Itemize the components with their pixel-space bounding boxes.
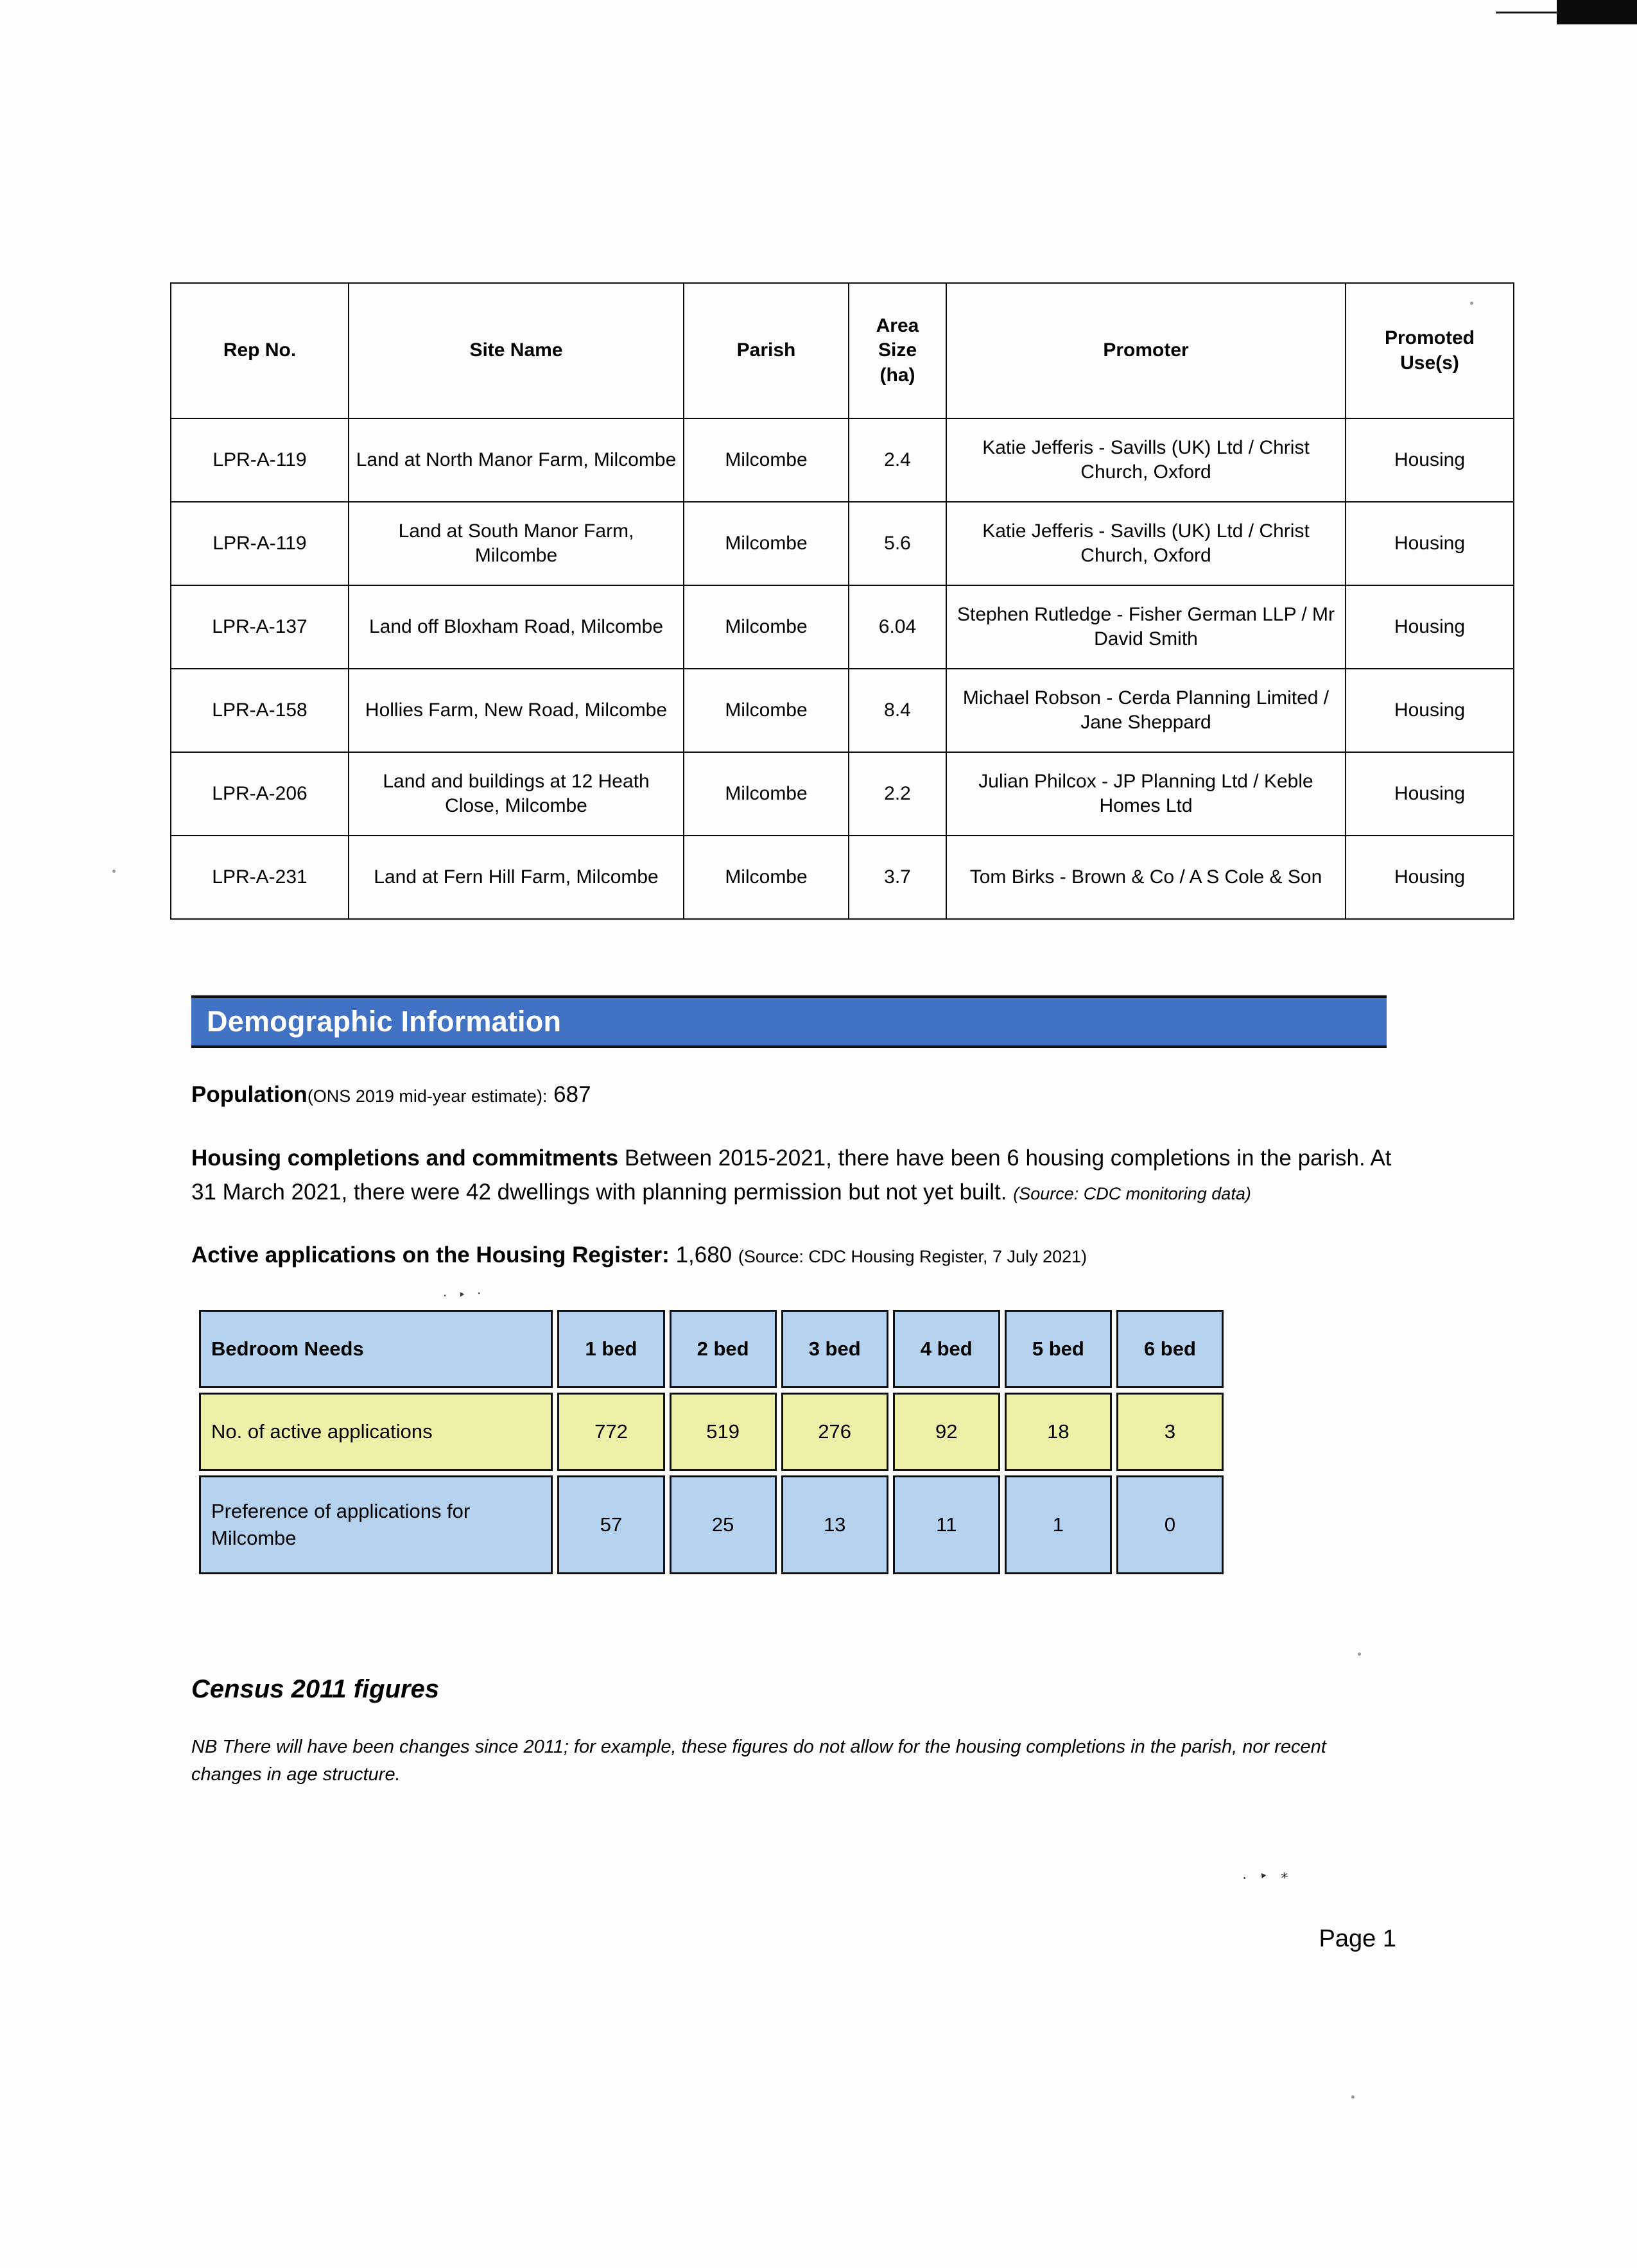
population-source: (ONS 2019 mid-year estimate):	[307, 1087, 548, 1106]
page-footer	[0, 1925, 1396, 1953]
population-value: 687	[553, 1082, 591, 1107]
promoted-sites-table	[170, 282, 1514, 920]
housing-body: Between 2015-2021, there have been 6 housing completions in the parish. At 31 March 2021, there were 42 dwellings with planning permission but not yet built.	[191, 1146, 1392, 1205]
use-header-line-1: Promoted	[1384, 327, 1475, 349]
cell-promoter: Katie Jefferis - Savills (UK) Ltd / Christ Church, Oxford	[946, 502, 1346, 585]
demographic-prose	[191, 1078, 1411, 1272]
bedroom-column-4-bed: 4 bed	[893, 1310, 1000, 1388]
cell-rep-no: LPR-A-119	[171, 418, 349, 502]
column-header-site-name: Site Name	[349, 283, 684, 418]
bedroom-needs-table-wrapper	[195, 1305, 1428, 1579]
cell-rep-no: LPR-A-206	[171, 752, 349, 836]
housing-register-line	[191, 1238, 1411, 1272]
page-content	[170, 282, 1475, 1789]
cell-parish: Milcombe	[684, 669, 849, 752]
cell-parish: Milcombe	[684, 836, 849, 919]
preference-applications-row	[199, 1475, 1224, 1574]
cell-area-size: 6.04	[849, 585, 946, 669]
cell-parish: Milcombe	[684, 752, 849, 836]
scan-artifact-rule	[1496, 12, 1559, 13]
preference-applications-label: Preference of applications for Milcombe	[199, 1475, 553, 1574]
handwriting-mark: ‧ ‣ ⁎	[1241, 1864, 1294, 1887]
table-header-row	[171, 283, 1514, 418]
column-header-area-size	[849, 283, 946, 418]
page-number: Page 1	[1319, 1925, 1396, 1952]
active-applications-label: No. of active applications	[199, 1393, 553, 1471]
housing-label: Housing completions and commitments	[191, 1146, 619, 1171]
cell-parish: Milcombe	[684, 585, 849, 669]
scan-artifact-mark	[1557, 0, 1637, 24]
cell-promoted-use: Housing	[1346, 502, 1514, 585]
area-header-line-3: (ha)	[879, 364, 915, 386]
cell-rep-no: LPR-A-158	[171, 669, 349, 752]
census-section	[191, 1675, 1411, 1789]
bedroom-header-row	[199, 1310, 1224, 1388]
area-header-line-1: Area	[876, 314, 919, 336]
cell-promoted-use: Housing	[1346, 836, 1514, 919]
active-applications-row	[199, 1393, 1224, 1471]
preference-applications-6-bed: 0	[1116, 1475, 1224, 1574]
bedroom-header-label: Bedroom Needs	[199, 1310, 553, 1388]
column-header-promoted-use	[1346, 283, 1514, 418]
register-label: Active applications on the Housing Register:	[191, 1242, 670, 1267]
scan-speck	[1351, 2095, 1355, 2099]
preference-applications-5-bed: 1	[1005, 1475, 1112, 1574]
preference-applications-3-bed: 13	[781, 1475, 888, 1574]
cell-area-size: 2.4	[849, 418, 946, 502]
cell-parish: Milcombe	[684, 502, 849, 585]
column-header-promoter: Promoter	[946, 283, 1346, 418]
preference-applications-1-bed: 57	[557, 1475, 664, 1574]
population-line	[191, 1078, 1411, 1112]
census-note: NB There will have been changes since 2011; for example, these figures do not allow for the housing completions in the parish, nor recent changes in age structure.	[191, 1736, 1326, 1785]
active-applications-4-bed: 92	[893, 1393, 1000, 1471]
cell-area-size: 8.4	[849, 669, 946, 752]
population-label: Population	[191, 1082, 307, 1107]
preference-applications-4-bed: 11	[893, 1475, 1000, 1574]
active-applications-5-bed: 18	[1005, 1393, 1112, 1471]
census-title: Census 2011 figures	[191, 1674, 440, 1703]
cell-promoter: Stephen Rutledge - Fisher German LLP / Mr David Smith	[946, 585, 1346, 669]
cell-promoted-use: Housing	[1346, 669, 1514, 752]
cell-promoter: Julian Philcox - JP Planning Ltd / Keble Homes Ltd	[946, 752, 1346, 836]
register-value: 1,680	[675, 1242, 732, 1267]
cell-site-name: Hollies Farm, New Road, Milcombe	[349, 669, 684, 752]
cell-site-name: Land at North Manor Farm, Milcombe	[349, 418, 684, 502]
cell-rep-no: LPR-A-231	[171, 836, 349, 919]
active-applications-1-bed: 772	[557, 1393, 664, 1471]
scan-speck	[112, 870, 116, 873]
bedroom-column-5-bed: 5 bed	[1005, 1310, 1112, 1388]
table-row	[171, 585, 1514, 669]
use-header-line-2: Use(s)	[1400, 352, 1459, 374]
cell-area-size: 3.7	[849, 836, 946, 919]
bedroom-column-1-bed: 1 bed	[557, 1310, 664, 1388]
register-source: (Source: CDC Housing Register, 7 July 2021)	[738, 1246, 1087, 1266]
banner-title: Demographic Information	[207, 1005, 562, 1038]
demographic-information-banner	[191, 995, 1387, 1048]
area-header-line-2: Size	[878, 339, 917, 361]
bedroom-needs-table	[195, 1305, 1228, 1579]
cell-rep-no: LPR-A-137	[171, 585, 349, 669]
cell-promoter: Michael Robson - Cerda Planning Limited / Jane Sheppard	[946, 669, 1346, 752]
table-row	[171, 669, 1514, 752]
cell-parish: Milcombe	[684, 418, 849, 502]
cell-promoted-use: Housing	[1346, 752, 1514, 836]
handwriting-mark: ‧ ‣ ‧	[442, 1286, 486, 1304]
bedroom-column-3-bed: 3 bed	[781, 1310, 888, 1388]
column-header-parish: Parish	[684, 283, 849, 418]
table-row	[171, 502, 1514, 585]
cell-area-size: 5.6	[849, 502, 946, 585]
cell-promoted-use: Housing	[1346, 418, 1514, 502]
housing-source: (Source: CDC monitoring data)	[1013, 1184, 1251, 1204]
cell-site-name: Land at South Manor Farm, Milcombe	[349, 502, 684, 585]
active-applications-6-bed: 3	[1116, 1393, 1224, 1471]
bedroom-column-2-bed: 2 bed	[670, 1310, 777, 1388]
cell-site-name: Land off Bloxham Road, Milcombe	[349, 585, 684, 669]
preference-applications-2-bed: 25	[670, 1475, 777, 1574]
active-applications-2-bed: 519	[670, 1393, 777, 1471]
cell-promoter: Katie Jefferis - Savills (UK) Ltd / Christ Church, Oxford	[946, 418, 1346, 502]
cell-site-name: Land at Fern Hill Farm, Milcombe	[349, 836, 684, 919]
table-row	[171, 836, 1514, 919]
bedroom-column-6-bed: 6 bed	[1116, 1310, 1224, 1388]
cell-promoted-use: Housing	[1346, 585, 1514, 669]
table-row	[171, 752, 1514, 836]
active-applications-3-bed: 276	[781, 1393, 888, 1471]
cell-area-size: 2.2	[849, 752, 946, 836]
column-header-rep-no: Rep No.	[171, 283, 349, 418]
cell-rep-no: LPR-A-119	[171, 502, 349, 585]
table-row	[171, 418, 1514, 502]
housing-completions-paragraph	[191, 1141, 1411, 1209]
cell-site-name: Land and buildings at 12 Heath Close, Milcombe	[349, 752, 684, 836]
cell-promoter: Tom Birks - Brown & Co / A S Cole & Son	[946, 836, 1346, 919]
